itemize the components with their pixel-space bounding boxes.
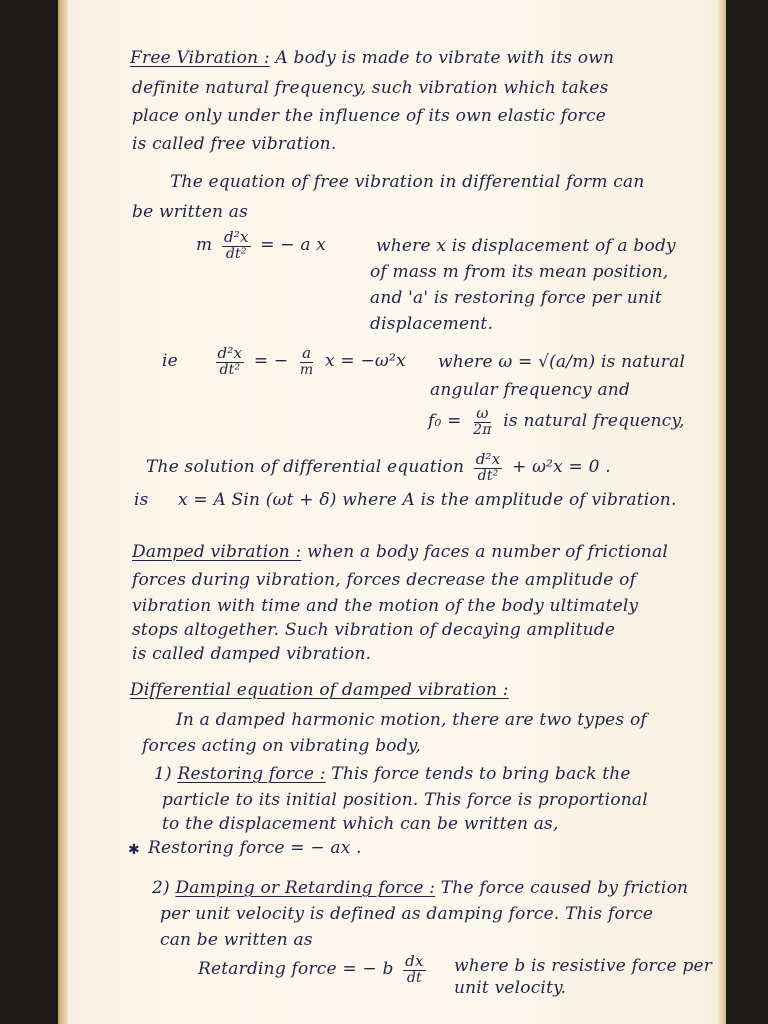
fraction-denominator: dt² bbox=[225, 245, 247, 262]
resistive-force-where-2: unit velocity. bbox=[454, 978, 567, 998]
restoring-force-line-2: particle to its initial position. This force is proportional bbox=[162, 790, 648, 810]
differential-equation-heading: Differential equation of damped vibration : bbox=[130, 680, 509, 700]
free-vibration-heading: Free Vibration : bbox=[130, 48, 270, 68]
diff-line-1: In a damped harmonic motion, there are two types of bbox=[176, 710, 647, 730]
where-line-4: displacement. bbox=[370, 314, 494, 334]
text: This force tends to bring back the bbox=[331, 764, 631, 784]
damping-force-line-2: per unit velocity is defined as damping force. This force bbox=[160, 904, 654, 924]
angular-frequency-line: angular frequency and bbox=[430, 380, 631, 400]
solution-line-1 bbox=[146, 452, 611, 483]
solution-text: The solution of differential equation bbox=[146, 457, 465, 478]
fraction-numerator: d²x bbox=[475, 450, 501, 468]
notebook-page bbox=[58, 0, 726, 1024]
omega-definition: where ω = √(a/m) is natural bbox=[438, 352, 686, 372]
solution-is: is bbox=[134, 490, 149, 510]
equals-minus: = − bbox=[253, 351, 289, 372]
fraction-numerator: d²x bbox=[217, 344, 243, 362]
restoring-force-line-1 bbox=[154, 764, 631, 784]
damped-line-5: is called damped vibration. bbox=[132, 644, 372, 664]
where-line-1: where x is displacement of a body bbox=[376, 236, 676, 256]
restoring-force-equation: Restoring force = − ax . bbox=[148, 838, 362, 858]
retarding-force-equation bbox=[198, 954, 430, 985]
equation-rhs: = − a x bbox=[260, 235, 327, 256]
equation-rhs: + ω²x = 0 . bbox=[512, 457, 611, 478]
natural-frequency-equation bbox=[428, 406, 685, 437]
ie-equation bbox=[162, 346, 406, 377]
equation-intro-line-1: The equation of free vibration in differential form can bbox=[170, 172, 645, 192]
where-line-2: of mass m from its mean position, bbox=[370, 262, 669, 282]
fraction-denominator: m bbox=[299, 361, 314, 378]
retarding-force-text: Retarding force = − b bbox=[198, 959, 394, 980]
free-vibration-line-4: is called free vibration. bbox=[132, 134, 337, 154]
fraction-denominator: 2π bbox=[473, 421, 492, 438]
a-over-m bbox=[298, 346, 315, 377]
text: when a body faces a number of frictional bbox=[307, 542, 669, 562]
damped-line-1 bbox=[132, 542, 668, 562]
damping-force-line-3: can be written as bbox=[160, 930, 313, 950]
second-derivative bbox=[474, 452, 503, 483]
equation-rhs: x = −ω²x bbox=[325, 351, 406, 372]
damped-line-4: stops altogether. Such vibration of decaying amplitude bbox=[132, 620, 616, 640]
mass-symbol: m bbox=[196, 235, 213, 256]
damped-line-2: forces during vibration, forces decrease the amplitude of bbox=[132, 570, 637, 590]
ie-label: ie bbox=[162, 351, 178, 372]
item-number: 2) bbox=[152, 878, 170, 898]
resistive-force-where-1: where b is resistive force per bbox=[454, 956, 713, 976]
velocity-fraction bbox=[403, 954, 425, 985]
solution-line-2: x = A Sin (ωt + δ) where A is the amplitude of vibration. bbox=[178, 490, 677, 510]
fraction-numerator: ω bbox=[476, 404, 489, 422]
restoring-force-heading: Restoring force : bbox=[177, 764, 326, 784]
f0-label: f₀ = bbox=[428, 411, 462, 432]
text: A body is made to vibrate with its own bbox=[275, 48, 615, 68]
fraction-numerator: a bbox=[302, 344, 312, 362]
diff-line-2: forces acting on vibrating body, bbox=[142, 736, 421, 756]
text: The force caused by friction bbox=[440, 878, 689, 898]
fraction-numerator: dx bbox=[405, 952, 424, 970]
bullet-icon: ✱ bbox=[128, 842, 140, 858]
fraction-denominator: dt² bbox=[477, 467, 499, 484]
free-vibration-equation bbox=[196, 230, 326, 261]
damping-force-line-1 bbox=[152, 878, 688, 898]
free-vibration-line-3: place only under the influence of its own elastic force bbox=[132, 106, 606, 126]
free-vibration-line-1 bbox=[130, 48, 614, 68]
damping-force-heading: Damping or Retarding force : bbox=[175, 878, 436, 898]
restoring-force-line-3: to the displacement which can be written as, bbox=[162, 814, 559, 834]
fraction-numerator: d²x bbox=[223, 228, 249, 246]
omega-over-2pi bbox=[471, 406, 494, 437]
second-derivative bbox=[216, 346, 245, 377]
second-derivative bbox=[222, 230, 251, 261]
fraction-denominator: dt bbox=[406, 969, 422, 986]
damped-vibration-heading: Damped vibration : bbox=[132, 542, 302, 562]
where-line-3: and 'a' is restoring force per unit bbox=[370, 288, 662, 308]
natural-frequency-text: is natural frequency, bbox=[503, 411, 685, 432]
item-number: 1) bbox=[154, 764, 172, 784]
equation-intro-line-2: be written as bbox=[132, 202, 248, 222]
fraction-denominator: dt² bbox=[219, 361, 241, 378]
free-vibration-line-2: definite natural frequency, such vibration which takes bbox=[132, 78, 609, 98]
damped-line-3: vibration with time and the motion of the body ultimately bbox=[132, 596, 639, 616]
